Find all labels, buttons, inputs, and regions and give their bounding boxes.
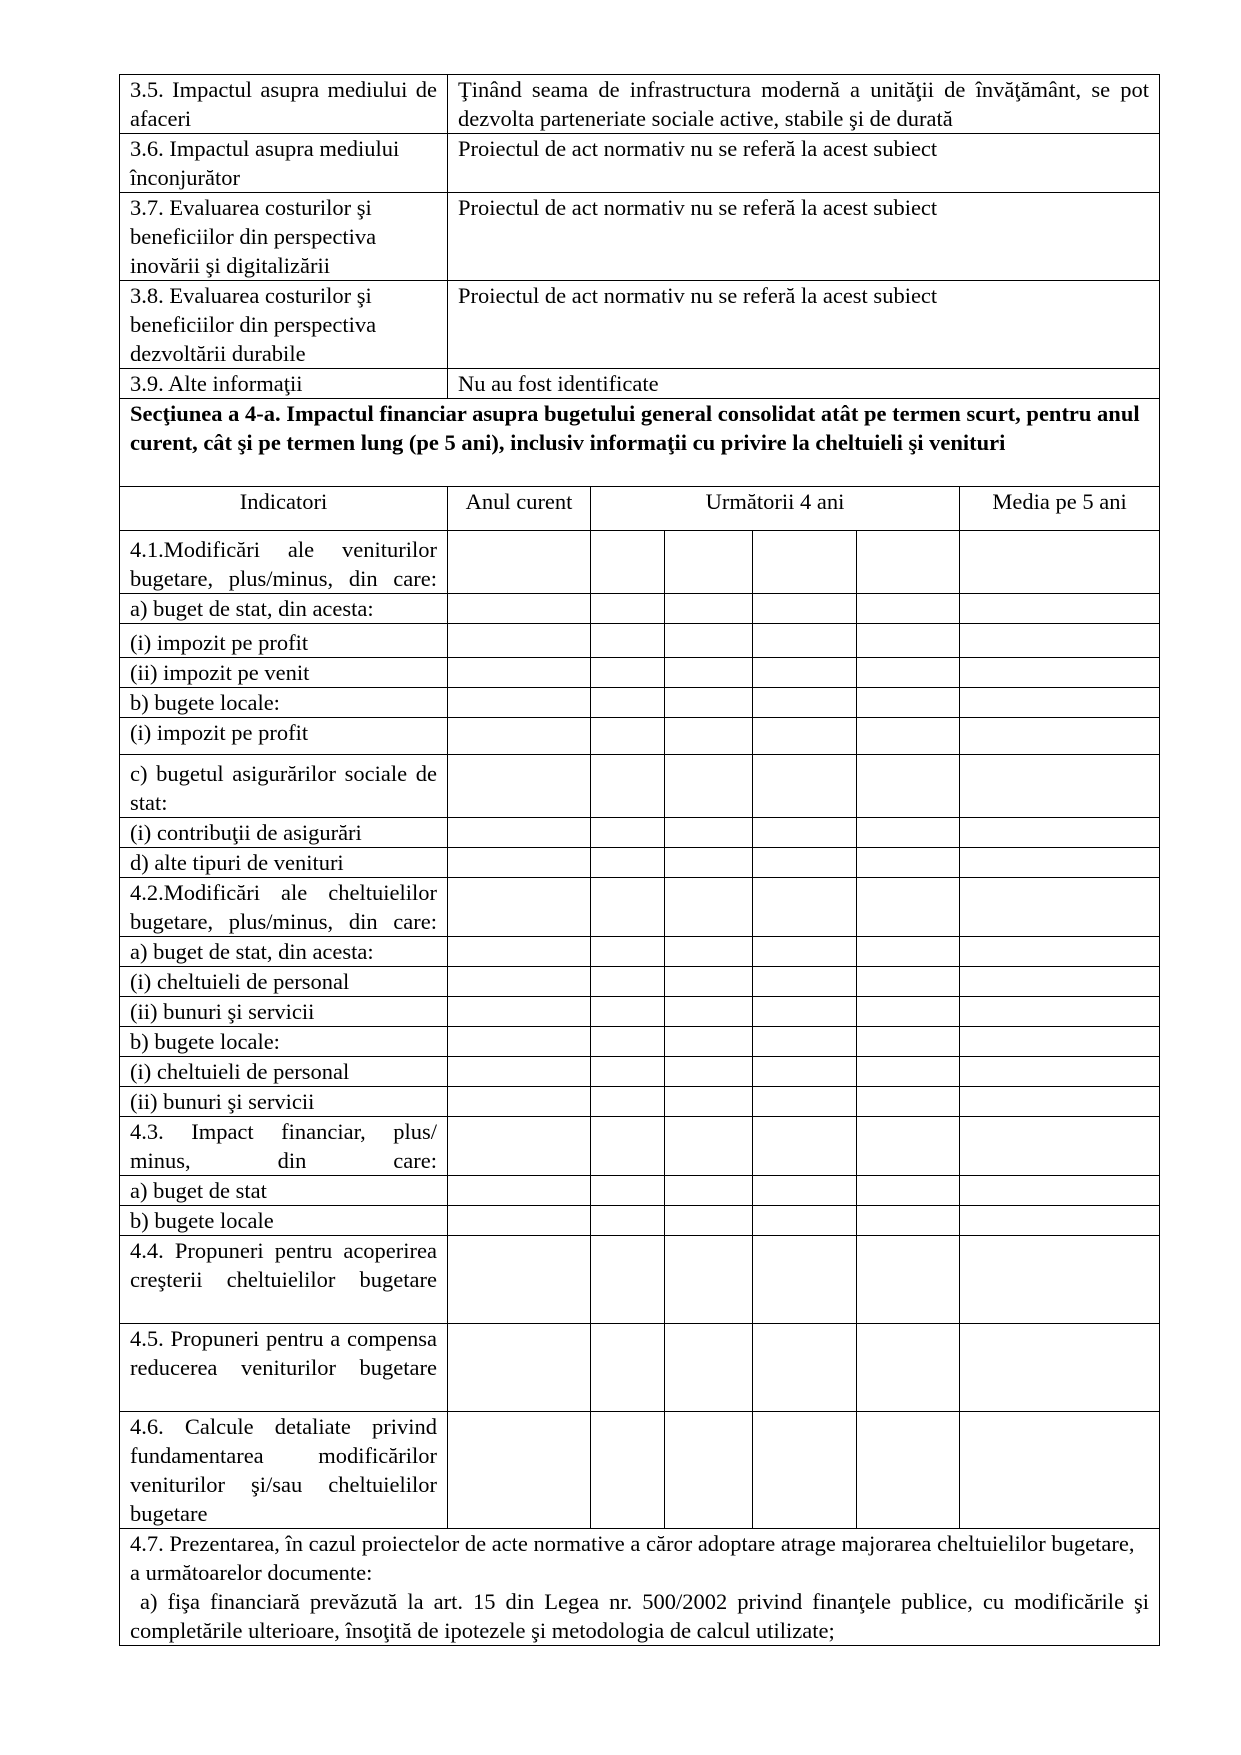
item-4-7-a: a) fişa financiară prevăzută la art. 15 din Legea nr. 500/2002 privind finanţele publice, cu modificările şi completările ulterioare, însoţită de ipotezele şi metodologia de calcul utilizate; (130, 1589, 1150, 1643)
table-row (120, 1324, 1160, 1412)
indicator-label: b) bugete locale (120, 1206, 448, 1236)
item-4-7 (120, 1529, 1160, 1646)
table-row (120, 878, 1160, 937)
indicator-label: d) alte tipuri de venituri (120, 848, 448, 878)
indicator-label: (i) impozit pe profit (120, 624, 448, 658)
indicator-label: a) buget de stat, din acesta: (120, 594, 448, 624)
row-text: Proiectul de act normativ nu se referă la acest subiect (448, 193, 1160, 281)
table-row (120, 658, 1160, 688)
indicator-label: a) buget de stat, din acesta: (120, 937, 448, 967)
indicator-label: (i) cheltuieli de personal (120, 1057, 448, 1087)
table-row (120, 997, 1160, 1027)
table-row (120, 1206, 1160, 1236)
table-row (120, 1412, 1160, 1529)
indicator-label: (ii) bunuri şi servicii (120, 997, 448, 1027)
indicator-label: b) bugete locale: (120, 1027, 448, 1057)
row-label: 3.7. Evaluarea costurilor şi beneficiilor din perspectiva inovării şi digitalizării (120, 193, 448, 281)
table-row (120, 755, 1160, 818)
table-row (120, 75, 1160, 134)
row-text: Proiectul de act normativ nu se referă la acest subiect (448, 134, 1160, 193)
header-next-years: Următorii 4 ani (591, 487, 960, 531)
table-row (120, 818, 1160, 848)
table-row (120, 1057, 1160, 1087)
row-label: 3.8. Evaluarea costurilor şi beneficiilor din perspectiva dezvoltării durabile (120, 281, 448, 369)
indicator-label: a) buget de stat (120, 1176, 448, 1206)
indicator-label: (ii) impozit pe venit (120, 658, 448, 688)
table-row (120, 1529, 1160, 1646)
indicator-label: b) bugete locale: (120, 688, 448, 718)
impact-assessment-table (119, 74, 1160, 1646)
table-row (120, 594, 1160, 624)
table-row (120, 193, 1160, 281)
indicator-label: (i) impozit pe profit (120, 718, 448, 755)
table-row (120, 1087, 1160, 1117)
indicator-label: 4.2.Modificări ale cheltuielilor bugetare, plus/minus, din care: (120, 878, 448, 937)
table-row (120, 718, 1160, 755)
indicator-label: 4.4. Propuneri pentru acoperirea creşterii cheltuielilor bugetare (120, 1236, 448, 1324)
table-row (120, 848, 1160, 878)
table-row (120, 967, 1160, 997)
table-row (120, 281, 1160, 369)
table-row (120, 399, 1160, 487)
row-label: 3.9. Alte informaţii (120, 369, 448, 399)
table-row (120, 688, 1160, 718)
table-row (120, 624, 1160, 658)
indicator-label: (i) cheltuieli de personal (120, 967, 448, 997)
row-text: Nu au fost identificate (448, 369, 1160, 399)
table-row (120, 369, 1160, 399)
table-row (120, 134, 1160, 193)
indicator-label: (i) contribuţii de asigurări (120, 818, 448, 848)
item-4-7-intro: 4.7. Prezentarea, în cazul proiectelor de acte normative a căror adoptare atrage majorarea cheltuielilor bugetare, a următoarelor documente: (130, 1531, 1135, 1585)
header-indicators: Indicatori (120, 487, 448, 531)
table-row (120, 1027, 1160, 1057)
header-current-year: Anul curent (448, 487, 591, 531)
section-title: Secţiunea a 4-a. Impactul financiar asupra bugetului general consolidat atât pe termen scurt, pentru anul curent, cât şi pe termen lung (pe 5 ani), inclusiv informaţii cu privire la cheltuieli şi venituri (120, 399, 1160, 487)
indicator-label: c) bugetul asigurărilor sociale de stat: (120, 755, 448, 818)
indicator-label: (ii) bunuri şi servicii (120, 1087, 448, 1117)
table-header-row (120, 487, 1160, 531)
table-row (120, 531, 1160, 594)
indicator-label: 4.6. Calcule detaliate privind fundamentarea modificărilor veniturilor şi/sau cheltuielilor bugetare (120, 1412, 448, 1529)
table-row (120, 1176, 1160, 1206)
row-text: Ţinând seama de infrastructura modernă a unităţii de învăţământ, se pot dezvolta parteneriate sociale active, stabile şi de durată (448, 75, 1160, 134)
indicator-label: 4.5. Propuneri pentru a compensa reducerea veniturilor bugetare (120, 1324, 448, 1412)
row-text: Proiectul de act normativ nu se referă la acest subiect (448, 281, 1160, 369)
header-average: Media pe 5 ani (960, 487, 1160, 531)
indicator-label: 4.3. Impact financiar, plus/ minus, din care: (120, 1117, 448, 1176)
row-label: 3.6. Impactul asupra mediului înconjurător (120, 134, 448, 193)
table-row (120, 1117, 1160, 1176)
table-row (120, 1236, 1160, 1324)
indicator-label: 4.1.Modificări ale veniturilor bugetare, plus/minus, din care: (120, 531, 448, 594)
table-row (120, 937, 1160, 967)
row-label: 3.5. Impactul asupra mediului de afaceri (120, 75, 448, 134)
